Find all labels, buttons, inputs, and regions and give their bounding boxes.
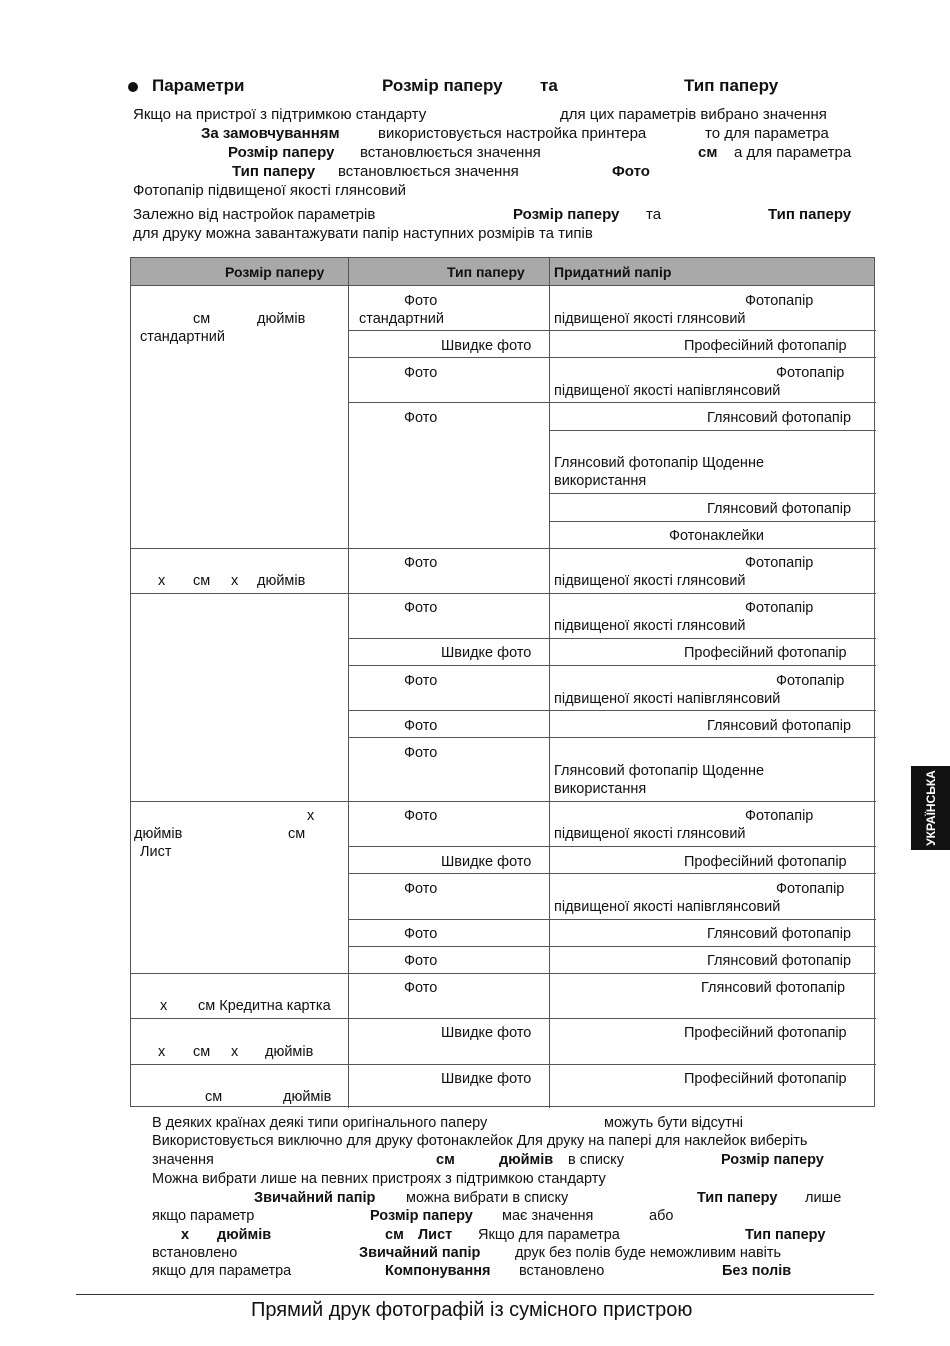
note-text: Звичайний папір — [254, 1190, 376, 1206]
note-text: Тип паперу — [745, 1227, 826, 1243]
paper-cell: використання — [554, 781, 647, 797]
paper-cell: Професійний фотопапір — [684, 854, 847, 870]
paper-cell: підвищеної якості напівглянсовий — [554, 383, 781, 399]
paper-table — [130, 257, 875, 1107]
note-text: друк без полів буде неможливим навіть — [515, 1245, 782, 1261]
type-cell: Фото — [404, 410, 438, 426]
type-cell: Фото — [404, 953, 438, 969]
para-text: та — [646, 206, 662, 223]
note-text: см — [436, 1152, 455, 1168]
row-divider — [349, 710, 876, 711]
size-cell: см — [193, 573, 211, 589]
row-divider — [131, 1064, 876, 1065]
heading-paper-size: Розмір паперу — [382, 76, 503, 95]
size-cell: дюймів — [257, 311, 306, 327]
row-divider — [131, 593, 876, 594]
row-divider — [349, 638, 876, 639]
paper-cell: Глянсовий фотопапір — [701, 980, 846, 996]
row-divider — [349, 919, 876, 920]
note-text: значення — [152, 1152, 214, 1168]
column-header-paper-size: Розмір паперу — [225, 264, 325, 280]
note-text: має значення — [502, 1208, 594, 1224]
column-divider — [549, 258, 550, 1108]
row-divider — [349, 330, 876, 331]
row-divider — [349, 873, 876, 874]
type-cell: Фото — [404, 555, 438, 571]
size-cell: см — [193, 311, 211, 327]
type-cell: Швидке фото — [441, 1025, 532, 1041]
column-header-paper-type: Тип паперу — [447, 264, 525, 280]
intro-text: За замовчуванням — [201, 125, 340, 142]
size-cell: см — [193, 1044, 211, 1060]
note-text: см — [385, 1227, 404, 1243]
paper-cell: підвищеної якості глянсовий — [554, 311, 746, 327]
note-text: дюймів — [499, 1152, 554, 1168]
column-divider — [348, 258, 349, 1108]
row-divider — [131, 973, 876, 974]
paper-cell: Фотопапір — [776, 881, 845, 897]
column-header-suitable-paper: Придатний папір — [554, 264, 672, 280]
footer-divider — [76, 1294, 874, 1295]
intro-text: встановлюється значення — [338, 163, 519, 180]
size-cell: x — [231, 573, 239, 589]
intro-text: Якщо на пристрої з підтримкою стандарту — [133, 106, 427, 123]
note-text: Без полів — [722, 1263, 792, 1279]
type-cell: Фото — [404, 980, 438, 996]
para-text: Тип паперу — [768, 206, 852, 223]
row-divider — [349, 665, 876, 666]
paper-cell: Глянсовий фотопапір — [707, 410, 852, 426]
intro-text: см — [698, 144, 718, 161]
size-cell: Лист — [140, 844, 172, 860]
paper-cell: Глянсовий фотопапір Щоденне — [554, 455, 765, 471]
paper-cell: Глянсовий фотопапір — [707, 501, 852, 517]
paper-cell: використання — [554, 473, 647, 489]
row-divider — [349, 357, 876, 358]
note-text: якщо параметр — [152, 1208, 255, 1224]
note-text: x — [181, 1227, 190, 1243]
row-divider — [349, 846, 876, 847]
row-divider — [550, 521, 876, 522]
type-cell: Швидке фото — [441, 645, 532, 661]
size-cell: см — [288, 826, 306, 842]
paper-cell: підвищеної якості глянсовий — [554, 618, 746, 634]
type-cell: Фото — [404, 808, 438, 824]
note-text: Лист — [418, 1227, 453, 1243]
size-cell: дюймів — [257, 573, 306, 589]
intro-text: для цих параметрів вибрано значення — [560, 106, 827, 123]
type-cell: Швидке фото — [441, 1071, 532, 1087]
paper-cell: Фотопапір — [776, 365, 845, 381]
size-cell: дюймів — [134, 826, 183, 842]
size-cell: дюймів — [283, 1089, 332, 1105]
type-cell: Фото — [404, 600, 438, 616]
paper-cell: Фотонаклейки — [669, 528, 764, 544]
paper-cell: Глянсовий фотопапір — [707, 718, 852, 734]
row-divider — [131, 548, 876, 549]
paper-cell: Глянсовий фотопапір — [707, 953, 852, 969]
size-cell: x — [158, 1044, 166, 1060]
size-cell: x — [160, 998, 168, 1014]
type-cell: Фото — [404, 745, 438, 761]
intro-text: Фотопапір підвищеної якості глянсовий — [133, 182, 407, 199]
type-cell: Швидке фото — [441, 338, 532, 354]
paper-cell: Фотопапір — [745, 808, 814, 824]
intro-text: то для параметра — [705, 125, 829, 142]
note-text: дюймів — [217, 1227, 272, 1243]
note-text: встановлено — [519, 1263, 605, 1279]
paper-cell: Професійний фотопапір — [684, 1071, 847, 1087]
type-cell: Швидке фото — [441, 854, 532, 870]
type-cell: Фото — [404, 718, 438, 734]
para-text: Розмір паперу — [513, 206, 620, 223]
type-cell: стандартний — [359, 311, 444, 327]
size-cell: см Кредитна картка — [198, 998, 331, 1014]
paper-cell: Професійний фотопапір — [684, 338, 847, 354]
type-cell: Фото — [404, 926, 438, 942]
note-text: Звичайний папір — [359, 1245, 481, 1261]
heading-paper-type: Тип паперу — [684, 76, 779, 95]
size-cell: x — [158, 573, 166, 589]
note-text: якщо для параметра — [152, 1263, 292, 1279]
paper-cell: підвищеної якості глянсовий — [554, 573, 746, 589]
note-text: Використовується виключно для друку фотонаклейок Для друку на папері для наклейок виберіть — [152, 1133, 808, 1149]
heading-and: та — [540, 76, 558, 95]
note-text: Компонування — [385, 1263, 491, 1279]
note-text: Якщо для параметра — [478, 1227, 620, 1243]
note-text: Можна вибрати лише на певних пристроях з підтримкою стандарту — [152, 1171, 606, 1187]
type-cell: Фото — [404, 293, 438, 309]
row-divider — [131, 801, 876, 802]
paper-cell: Фотопапір — [745, 293, 814, 309]
intro-text: а для параметра — [734, 144, 852, 161]
row-divider — [349, 946, 876, 947]
paper-cell: Фотопапір — [745, 555, 814, 571]
note-text: можуть бути відсутні — [604, 1115, 743, 1131]
para-text: Залежно від настройок параметрів — [133, 206, 376, 223]
type-cell: Фото — [404, 365, 438, 381]
language-tab — [911, 766, 950, 850]
intro-text: встановлюється значення — [360, 144, 541, 161]
note-text: можна вибрати в списку — [406, 1190, 569, 1206]
size-cell: x — [307, 808, 315, 824]
note-text: в списку — [568, 1152, 624, 1168]
bullet-icon — [128, 82, 138, 92]
row-divider — [550, 493, 876, 494]
note-text: встановлено — [152, 1245, 238, 1261]
intro-text: Фото — [612, 163, 650, 180]
paper-cell: Фотопапір — [776, 673, 845, 689]
type-cell: Фото — [404, 881, 438, 897]
intro-text: використовується настройка принтера — [378, 125, 647, 142]
row-divider — [349, 402, 876, 403]
size-cell: см — [205, 1089, 223, 1105]
note-text: В деяких країнах деякі типи оригінального паперу — [152, 1115, 488, 1131]
language-tab-label: УКРАЇНСЬКА — [923, 770, 938, 846]
paper-cell: Глянсовий фотопапір — [707, 926, 852, 942]
row-divider — [550, 430, 876, 431]
paper-cell: Глянсовий фотопапір Щоденне — [554, 763, 765, 779]
note-text: Тип паперу — [697, 1190, 778, 1206]
note-text: або — [649, 1208, 674, 1224]
heading-parameters: Параметри — [152, 76, 245, 95]
paper-cell: підвищеної якості напівглянсовий — [554, 899, 781, 915]
paper-cell: Фотопапір — [745, 600, 814, 616]
row-divider — [131, 1018, 876, 1019]
paper-cell: Професійний фотопапір — [684, 1025, 847, 1041]
intro-text: Розмір паперу — [228, 144, 335, 161]
note-text: лише — [805, 1190, 842, 1206]
size-cell: дюймів — [265, 1044, 314, 1060]
note-text: Розмір паперу — [721, 1152, 824, 1168]
para-text: для друку можна завантажувати папір наступних розмірів та типів — [133, 225, 593, 242]
note-text: Розмір паперу — [370, 1208, 473, 1224]
row-divider — [349, 737, 876, 738]
size-cell: стандартний — [140, 329, 225, 345]
intro-text: Тип паперу — [232, 163, 316, 180]
page-footer-title: Прямий друк фотографій із сумісного пристрою — [251, 1299, 693, 1321]
type-cell: Фото — [404, 673, 438, 689]
paper-cell: Професійний фотопапір — [684, 645, 847, 661]
paper-cell: підвищеної якості напівглянсовий — [554, 691, 781, 707]
paper-cell: підвищеної якості глянсовий — [554, 826, 746, 842]
size-cell: x — [231, 1044, 239, 1060]
